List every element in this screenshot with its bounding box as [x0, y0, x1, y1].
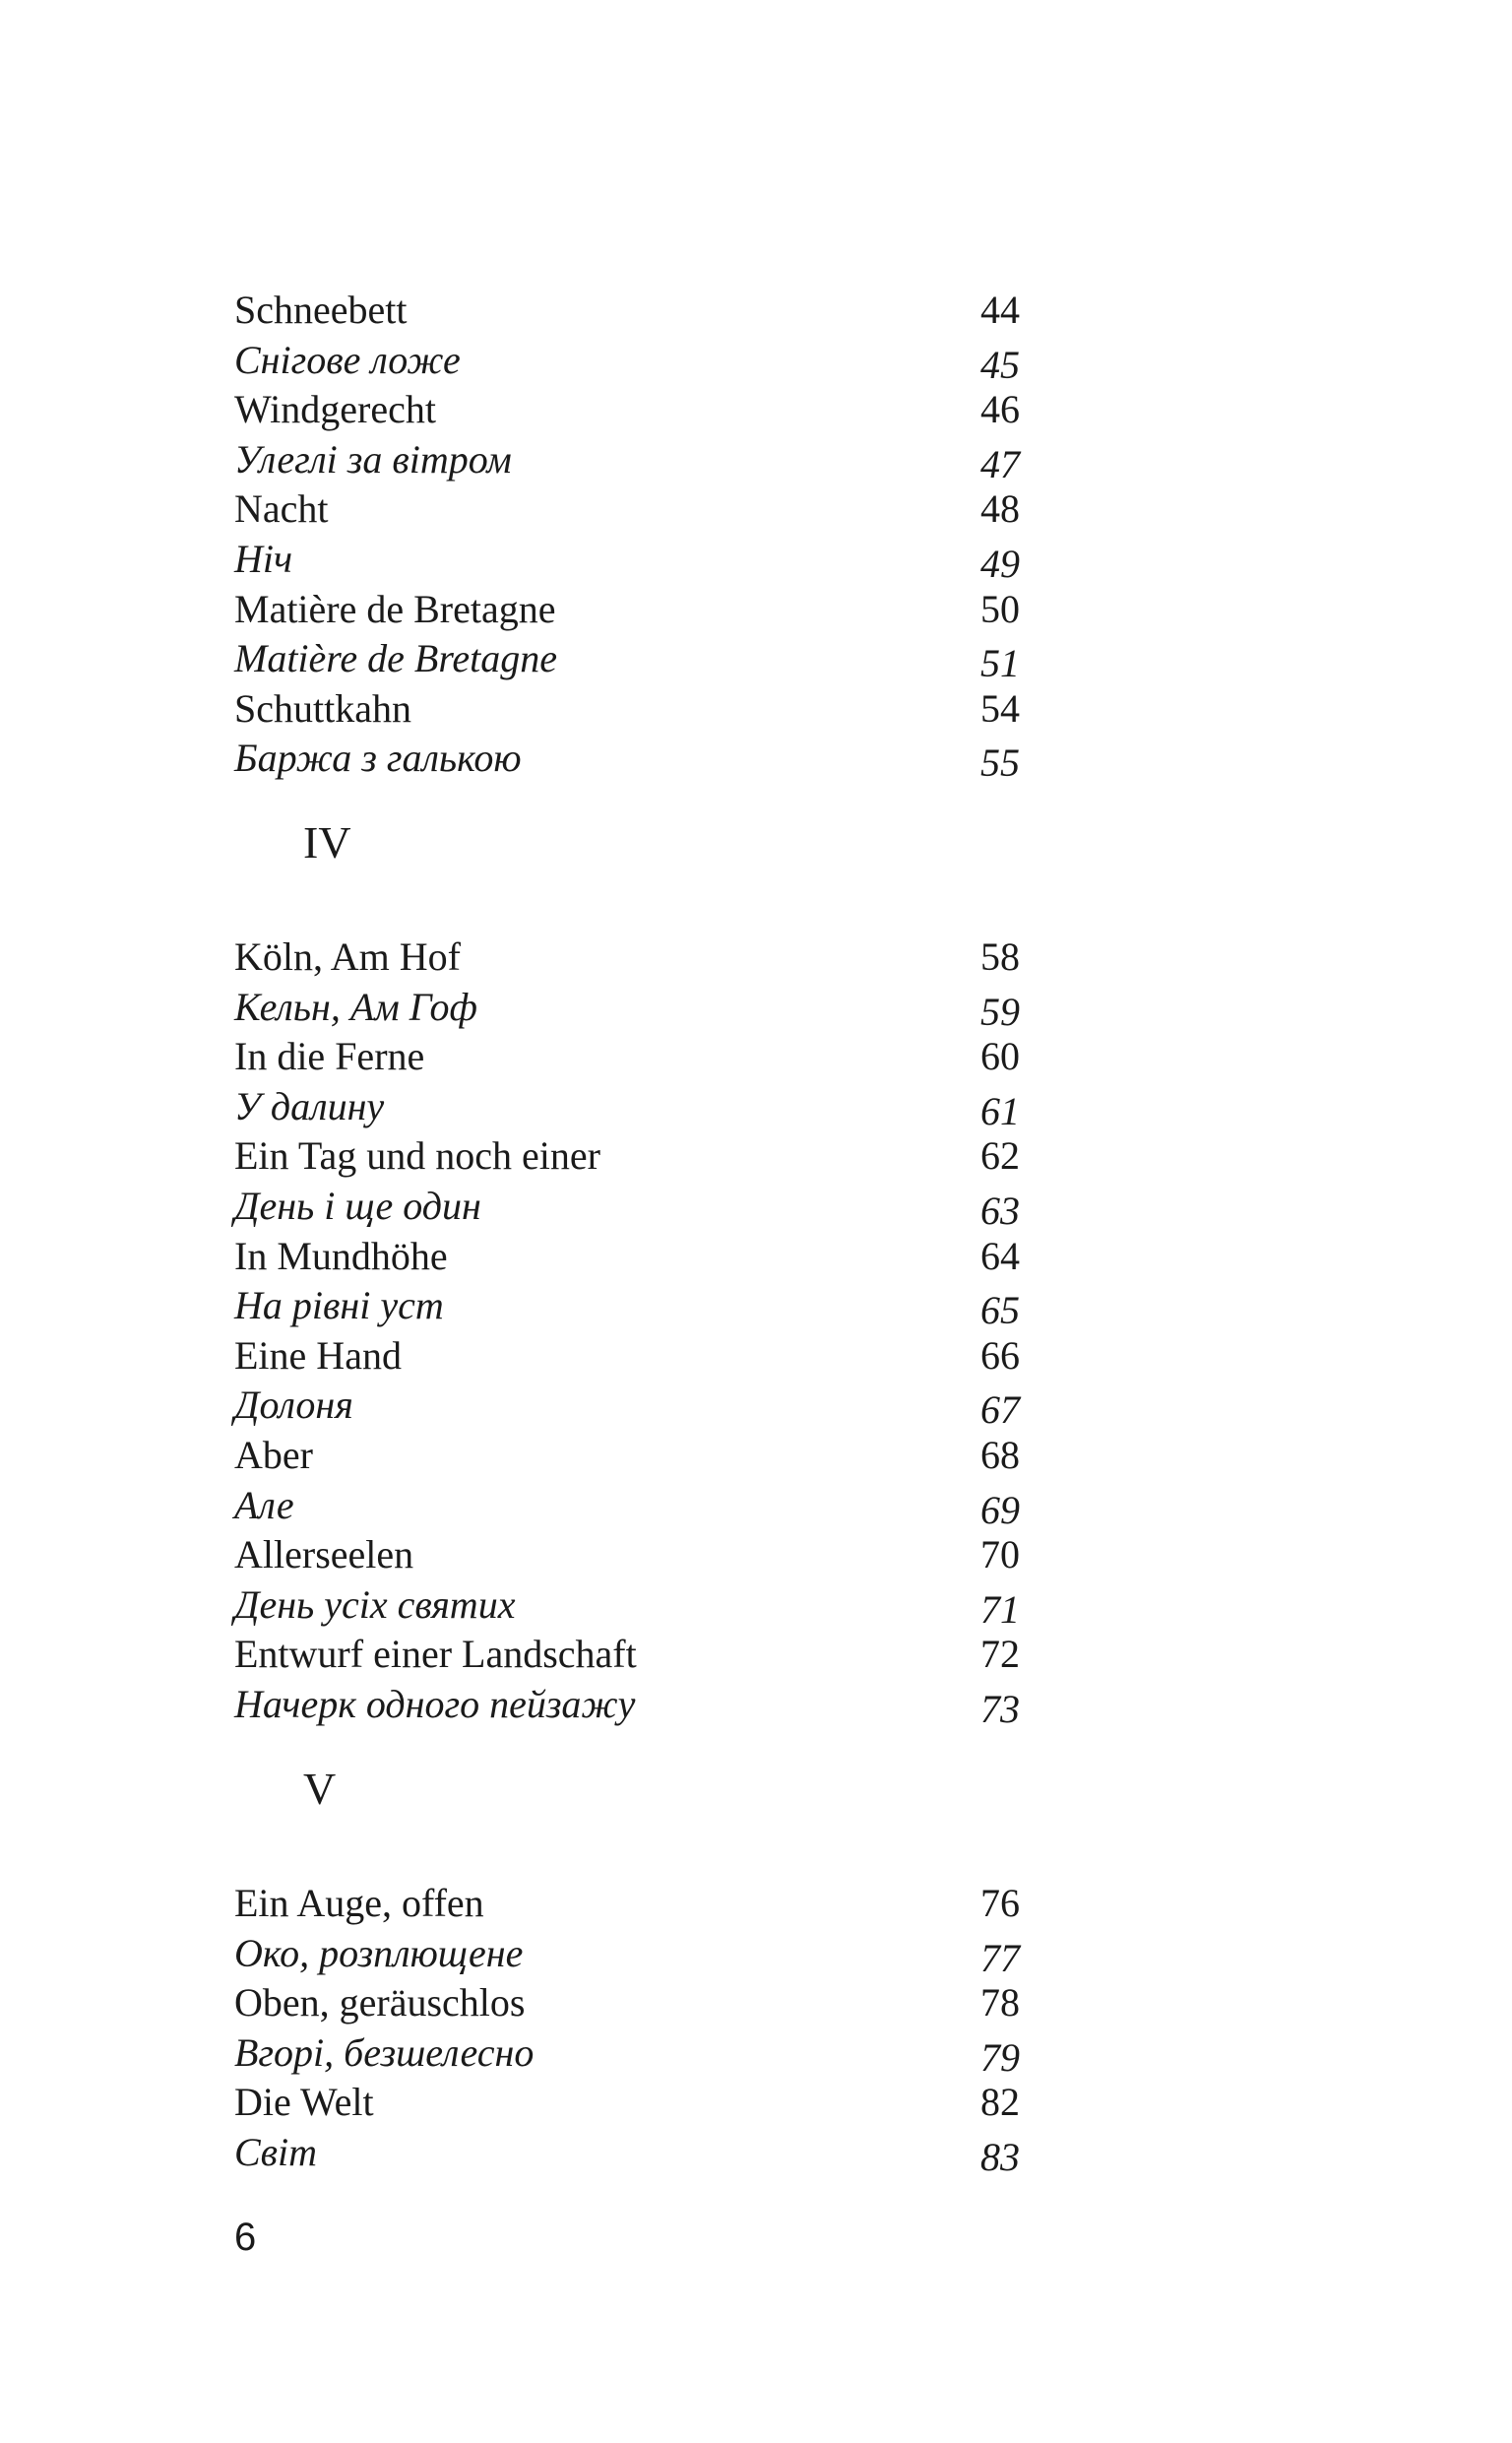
- toc-entry-page: 60: [980, 1034, 1020, 1079]
- toc-entry-title: Улеглі за вітром: [234, 436, 512, 482]
- toc-entry-page: 51: [980, 641, 1020, 686]
- toc-entry: [234, 2128, 1028, 2178]
- toc-entry: [234, 1630, 1028, 1680]
- toc-entry: [234, 435, 1028, 485]
- toc-entry-page: 63: [980, 1188, 1020, 1233]
- toc-entry-title: Schneebett: [234, 288, 408, 332]
- toc-entry-page: 65: [980, 1288, 1020, 1333]
- toc-entry: [234, 1032, 1028, 1082]
- toc-entry: [234, 336, 1028, 386]
- toc-entry: [234, 1879, 1028, 1929]
- toc-entry: [234, 1580, 1028, 1631]
- toc-entry: [234, 2028, 1028, 2079]
- toc-entry: [234, 1431, 1028, 1481]
- toc-entry: [234, 634, 1028, 684]
- toc-entry: [234, 684, 1028, 735]
- toc-entry-title: Око, розплющене: [234, 1930, 524, 1975]
- toc-entry: [234, 1929, 1028, 1979]
- toc-entry-title: Matière de Bretagne: [234, 636, 558, 681]
- toc-entry-page: 73: [980, 1686, 1020, 1731]
- toc-entry-page: 77: [980, 1935, 1020, 1980]
- toc-entry: [234, 2078, 1028, 2128]
- toc-entry-page: 48: [980, 486, 1020, 532]
- toc-entry-title: Снігове ложе: [234, 337, 461, 382]
- toc-section-continued: [234, 286, 1028, 784]
- toc-entry-page: 49: [980, 541, 1020, 586]
- toc-entry-page: 67: [980, 1387, 1020, 1433]
- toc-entry-title: Eine Hand: [234, 1332, 402, 1378]
- toc-entry: [234, 1680, 1028, 1730]
- section-heading-v: V: [303, 1764, 337, 1814]
- toc-entry-page: 58: [980, 934, 1020, 979]
- toc-entry-title: Кельн, Ам Гоф: [234, 984, 477, 1029]
- toc-entry-title: Windgerecht: [234, 387, 436, 432]
- toc-entry-title: Вгорі, безшелесно: [234, 2029, 535, 2075]
- toc-section-v: [234, 1879, 1028, 2178]
- toc-entry: [234, 1978, 1028, 2028]
- toc-entry-title: Entwurf einer Landschaft: [234, 1632, 637, 1677]
- toc-entry-page: 69: [980, 1487, 1020, 1532]
- toc-entry-title: Die Welt: [234, 2080, 374, 2125]
- toc-entry-page: 64: [980, 1233, 1020, 1278]
- toc-entry-page: 78: [980, 1980, 1020, 2025]
- toc-entry-title: Баржа з галькою: [234, 736, 522, 781]
- toc-entry-title: Але: [234, 1482, 294, 1527]
- toc-entry-title: Ein Auge, offen: [234, 1881, 484, 1925]
- page-number: 6: [234, 2216, 257, 2259]
- toc-entry: [234, 1530, 1028, 1580]
- toc-entry-title: Ніч: [234, 536, 293, 581]
- toc-entry-title: Світ: [234, 2129, 318, 2174]
- toc-entry-page: 66: [980, 1332, 1020, 1378]
- toc-entry-page: 68: [980, 1432, 1020, 1477]
- toc-entry-page: 46: [980, 387, 1020, 432]
- toc-entry: [234, 734, 1028, 784]
- toc-entry-title: Allerseelen: [234, 1532, 414, 1577]
- toc-entry: [234, 983, 1028, 1033]
- toc-entry-page: 55: [980, 740, 1020, 786]
- toc-entry-page: 71: [980, 1586, 1020, 1632]
- toc-entry: [234, 1331, 1028, 1382]
- toc-entry: [234, 385, 1028, 435]
- toc-entry: [234, 1082, 1028, 1132]
- toc-entry-page: 76: [980, 1881, 1020, 1925]
- toc-entry-page: 82: [980, 2080, 1020, 2125]
- toc-entry-title: In die Ferne: [234, 1034, 425, 1079]
- toc-entry: [234, 535, 1028, 585]
- toc-entry-page: 83: [980, 2134, 1020, 2179]
- toc-entry: [234, 1481, 1028, 1531]
- toc-entry-title: День і ще один: [234, 1183, 481, 1228]
- toc-entry: [234, 1381, 1028, 1431]
- toc-entry: [234, 1232, 1028, 1282]
- toc-entry-page: 61: [980, 1088, 1020, 1133]
- toc-entry-page: 70: [980, 1532, 1020, 1577]
- toc-entry: [234, 1281, 1028, 1331]
- toc-entry-page: 54: [980, 685, 1020, 731]
- toc-entry-page: 50: [980, 586, 1020, 631]
- toc-entry-title: У далину: [234, 1083, 385, 1128]
- toc-entry-title: Ein Tag und noch einer: [234, 1133, 600, 1179]
- toc-entry: [234, 1131, 1028, 1182]
- toc-entry-title: Köln, Am Hof: [234, 934, 461, 979]
- toc-entry-title: Nacht: [234, 486, 329, 532]
- toc-entry-title: На рівні уст: [234, 1283, 444, 1328]
- section-heading-iv: IV: [303, 817, 351, 868]
- toc-entry-title: Начерк одного пейзажу: [234, 1681, 636, 1726]
- toc-entry-title: Aber: [234, 1432, 313, 1477]
- toc-entry-page: 72: [980, 1632, 1020, 1677]
- toc-entry: [234, 286, 1028, 336]
- toc-entry-page: 79: [980, 2034, 1020, 2080]
- toc-entry-title: День усіх святих: [234, 1581, 516, 1627]
- toc-entry-title: Schuttkahn: [234, 685, 411, 731]
- toc-entry: [234, 932, 1028, 983]
- toc-entry: [234, 585, 1028, 635]
- toc-section-iv: [234, 932, 1028, 1730]
- toc-entry: [234, 484, 1028, 535]
- toc-entry-page: 44: [980, 288, 1020, 332]
- toc-entry-title: Matière de Bretagne: [234, 586, 556, 631]
- toc-entry-title: In Mundhöhe: [234, 1233, 448, 1278]
- toc-entry-title: Долоня: [234, 1382, 353, 1428]
- toc-entry-page: 45: [980, 342, 1020, 387]
- toc-entry: [234, 1182, 1028, 1232]
- toc-entry-title: Oben, geräuschlos: [234, 1980, 526, 2025]
- toc-entry-page: 59: [980, 989, 1020, 1034]
- toc-entry-page: 47: [980, 441, 1020, 486]
- toc-entry-page: 62: [980, 1133, 1020, 1179]
